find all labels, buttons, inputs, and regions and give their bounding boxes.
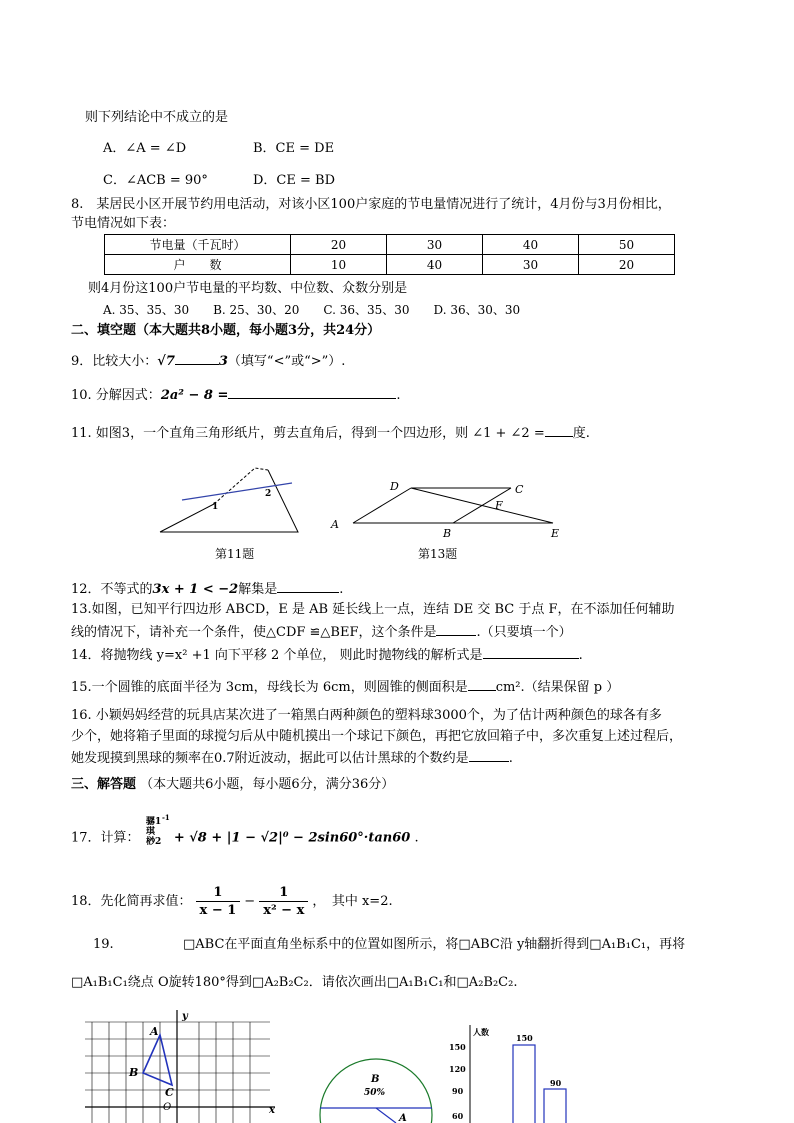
q9-math-left: √7	[157, 354, 175, 369]
q16-line2: 少个，她将箱子里面的球搅匀后从中随机摸出一个球记下颜色，再把它放回箱子中，多次重复上述过程后，	[71, 729, 683, 744]
q7-option-a: A．∠A = ∠D	[103, 141, 187, 156]
q18-fraction-2	[259, 884, 308, 919]
pie-label-B-pct: 50%	[364, 1088, 386, 1098]
q12-suffix1: 解集是	[238, 582, 278, 597]
svg-text:-1: -1	[161, 813, 170, 822]
bar-tick-150: 150	[449, 1042, 466, 1052]
q14	[71, 646, 583, 664]
q16-line1: 16. 小颖妈妈经营的玩具店某次进了一箱黑白两种颜色的塑料球3000个，为了估计两种颜色的球各有多	[71, 708, 662, 723]
fig11-caption: 第11题	[215, 547, 255, 561]
bar-label-90: 90	[550, 1078, 562, 1088]
q18-frac2-denominator: x² − x	[263, 903, 305, 918]
q19-line1b: □ABC在平面直角坐标系中的位置如图所示，将□ABC沿 y轴翻折得到□A₁B₁C₁，再将	[183, 937, 686, 952]
q13-line2b: .（只要填一个）	[476, 625, 572, 640]
table-row	[105, 255, 675, 275]
q9-math-right: 3	[218, 354, 228, 369]
cut-corner-dashed	[214, 468, 268, 504]
q18-frac2-numerator: 1	[259, 884, 308, 902]
table-cell: 40	[483, 235, 579, 255]
q8-question: 则4月份这100户节电量的平均数、中位数、众数分别是	[88, 281, 408, 296]
q19-line2: □A₁B₁C₁绕点 O旋转180°得到□A₂B₂C₂．请依次画出□A₁B₁C₁和□A₂B₂C₂.	[71, 975, 518, 990]
label-O: O	[163, 1102, 172, 1113]
q8-line2: 节电情况如下表：	[71, 216, 176, 231]
q9-prefix: 9．比较大小：	[71, 354, 158, 369]
q16-answer-blank[interactable]	[469, 749, 509, 762]
q8-options: A. 35、35、30 B. 25、30、20 C. 36、35、30 D. 36、30、30	[103, 303, 521, 317]
bar-tick-60: 60	[452, 1111, 464, 1121]
section2-heading: 二、填空题（本大题共8小题，每小题3分，共24分）	[71, 323, 381, 338]
angle-label-2: 2	[265, 489, 272, 499]
q12	[71, 580, 343, 598]
q8-line1: 8. 某居民小区开展节约用电活动，对该小区100户家庭的节电量情况进行了统计，4月份与3月份相比，	[71, 197, 671, 212]
q15-answer-blank[interactable]	[468, 678, 496, 691]
q17-expr: + √8 + |1 − √2|⁰ − 2sin60°·tan60	[173, 830, 411, 846]
q17	[71, 813, 419, 854]
q12-prefix: 12．不等式的	[71, 582, 153, 597]
q13-line2	[71, 623, 572, 641]
triangle-solid-sides	[160, 470, 298, 532]
section3-heading: 三、解答题	[71, 777, 137, 792]
q15-unit: cm².（结果保留 p ）	[495, 680, 620, 695]
q16-line3b: .	[508, 751, 513, 766]
bar-tick-90: 90	[452, 1086, 464, 1096]
q7-intro: 则下列结论中不成立的是	[85, 110, 229, 125]
label-x: x	[269, 1105, 275, 1116]
table-cell: 20	[579, 255, 675, 275]
q17-garbled-fraction	[144, 814, 170, 846]
svg-text:琪: 琪	[145, 827, 155, 837]
q9-answer-blank[interactable]	[175, 352, 219, 365]
q11-text: 11. 如图3，一个直角三角形纸片，剪去直角后，得到一个四边形，则 ∠1 + ∠2 =	[71, 426, 545, 441]
table-header-cell: 户 数	[105, 255, 291, 275]
q10-prefix: 10. 分解因式：	[71, 388, 161, 403]
pie-figure	[318, 1055, 438, 1123]
q18-frac1-denominator: x − 1	[199, 903, 237, 918]
fig13-caption: 第13题	[418, 547, 458, 561]
q7-option-d: D．CE = BD	[253, 173, 335, 188]
q18	[71, 882, 393, 922]
q7-option-b: B．CE = DE	[253, 141, 335, 156]
table-cell: 30	[387, 235, 483, 255]
q18-suffix: ， 其中 x=2.	[312, 894, 393, 909]
q18-frac1-numerator: 1	[196, 884, 241, 902]
point-label-E: E	[551, 527, 560, 540]
pie-divider-2	[376, 1108, 396, 1123]
side-AD	[353, 488, 411, 523]
q12-answer-blank[interactable]	[277, 580, 339, 593]
q14-answer-blank[interactable]	[483, 646, 579, 659]
q15	[71, 678, 619, 696]
q12-suffix2: .	[339, 582, 344, 597]
q13-line1: 13.如图，已知平行四边形 ABCD，E 是 AB 延长线上一点，连结 DE 交 BC 于点 F，在不添加任何辅助	[71, 602, 675, 617]
q16-line3a: 她发现摸到黑球的频率在0.7附近波动，据此可以估计黑球的个数约是	[71, 751, 469, 766]
table-cell: 30	[483, 255, 579, 275]
section3	[71, 776, 394, 793]
table-cell: 20	[291, 235, 387, 255]
point-label-B: B	[443, 527, 452, 540]
point-label-F: F	[495, 499, 503, 512]
q10	[71, 386, 401, 404]
q14-prefix: 14．将抛物线 y=x² +1 向下平移 2 个单位， 则此时抛物线的解析式是	[71, 648, 483, 663]
label-y: y	[182, 1011, 188, 1022]
energy-table	[104, 234, 675, 275]
bar-ylabel: 人数	[473, 1027, 489, 1037]
pie-label-B: B	[371, 1074, 380, 1085]
svg-text:骣1: 骣1	[145, 817, 161, 827]
q17-suffix: .	[414, 830, 419, 846]
q15-prefix: 15.一个圆锥的底面半径为 3cm，母线长为 6cm，则圆锥的侧面积是	[71, 680, 468, 695]
triangle-left-side	[160, 504, 214, 532]
angle-label-1: 1	[212, 502, 219, 512]
q16-line3	[71, 749, 513, 767]
q18-minus: −	[244, 894, 256, 909]
bar-150	[513, 1045, 535, 1123]
q17-prefix: 17．计算：	[71, 830, 140, 846]
q10-answer-blank[interactable]	[228, 386, 396, 399]
bar-90	[544, 1089, 566, 1123]
label-B: B	[129, 1066, 139, 1079]
q11-answer-blank[interactable]	[545, 424, 573, 437]
point-label-C: C	[515, 483, 524, 496]
figure-11	[150, 462, 310, 537]
coordinate-grid-figure	[85, 1010, 285, 1123]
q10-suffix: .	[396, 388, 401, 403]
q10-math: 2a² − 8 =	[160, 388, 229, 403]
point-label-A: A	[331, 518, 339, 531]
table-cell: 50	[579, 235, 675, 255]
line-DE	[411, 488, 553, 523]
pie-label-A: A	[399, 1113, 407, 1123]
point-label-D: D	[390, 480, 399, 493]
q19-line1a: 19.	[93, 937, 114, 952]
table-row	[105, 235, 675, 255]
q11-suffix: 度.	[572, 426, 590, 441]
q18-fraction-1	[196, 884, 241, 919]
q7-option-c: C．∠ACB = 90°	[103, 173, 208, 188]
table-cell: 10	[291, 255, 387, 275]
q14-suffix: .	[578, 648, 583, 663]
table-header-cell: 节电量（千瓦时）	[105, 235, 291, 255]
label-A: A	[150, 1025, 159, 1038]
cut-line	[182, 483, 292, 500]
figure-13	[325, 478, 565, 543]
label-C: C	[165, 1086, 174, 1099]
q9	[71, 352, 345, 370]
svg-text:桫2: 桫2	[145, 837, 161, 847]
bar-figure	[445, 1025, 585, 1123]
q11	[71, 424, 590, 442]
bar-tick-120: 120	[449, 1064, 466, 1074]
q12-math: 3x + 1 < −2	[152, 582, 239, 597]
table-cell: 40	[387, 255, 483, 275]
bar-label-150: 150	[516, 1033, 533, 1043]
q9-suffix: （填写“<”或“>”）.	[227, 354, 346, 369]
triangle-ABC	[143, 1035, 172, 1085]
q13-answer-blank[interactable]	[436, 623, 476, 636]
section3-note: （本大题共6小题，每小题6分，满分36分）	[140, 777, 395, 792]
q13-line2a: 线的情况下，请补充一个条件，使△CDF ≌△BEF，这个条件是	[71, 625, 437, 640]
q18-prefix: 18．先化简再求值：	[71, 894, 192, 909]
